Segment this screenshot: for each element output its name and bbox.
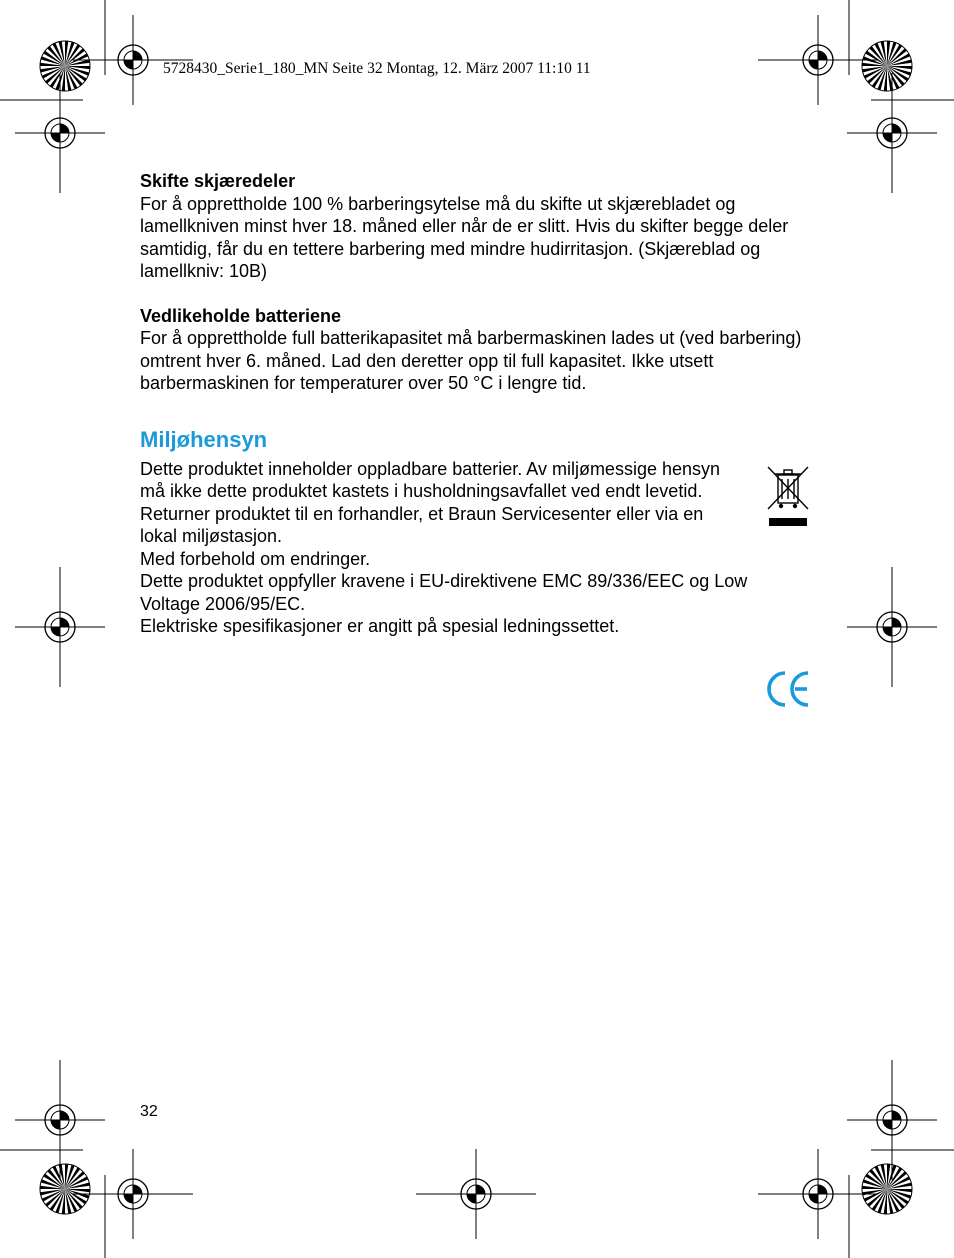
registration-target — [15, 567, 105, 687]
starburst-mark — [40, 41, 90, 91]
electrical-spec-note: Elektriske spesifikasjoner er angitt på spesial ledningssettet. — [140, 616, 620, 636]
section-body-replace: For å opprettholde 100 % barberingsytelse må du skifte ut skjærebladet og lamellkniven minst hver 18. måned eller når de er slitt. Hvis du skifter begge deler samtidig, får du en tettere barbering med mindre hudirritasjon. (Skjæreblad og lamellkniv: 10B) — [140, 193, 789, 281]
section-title-replace: Skifte skjæredeler — [140, 171, 296, 191]
registration-target — [73, 1149, 193, 1239]
section-replace-parts — [140, 170, 820, 283]
page-number: 32 — [140, 1103, 158, 1120]
print-header-line: 5728430_Serie1_180_MN Seite 32 Montag, 12. März 2007 11:10 11 — [163, 60, 591, 77]
section-title-battery: Vedlikeholde batteriene — [140, 305, 342, 326]
registration-target — [758, 1149, 878, 1239]
section-battery — [140, 305, 820, 395]
starburst-mark — [862, 41, 912, 91]
registration-target — [847, 1060, 937, 1180]
registration-target — [758, 15, 878, 105]
environment-body: Dette produktet inneholder oppladbare batterier. Av miljømessige hensyn må ikke dette produktet kastets i husholdningsavfallet ved endt levetid. Returner produktet til en forhandler, et Braun Servicesenter eller via en lokal miljøstasjon. — [140, 458, 721, 546]
reservation-note: Med forbehold om endringer. — [140, 548, 371, 569]
environment-heading: Miljøhensyn — [140, 426, 268, 452]
starburst-mark — [40, 1164, 90, 1214]
section-body-battery: For å opprettholde full batterikapasitet må barbermaskinen lades ut (ved barbering) omtrent hver 6. måned. Lad den deretter opp til full kapasitet. Ikke utsett barbermaskinen for temperaturer over 50 °C i lengre tid. — [140, 328, 802, 393]
registration-target — [847, 567, 937, 687]
eu-directive-text: Dette produktet oppfyller kravene i EU-direktivene EMC 89/336/EEC og Low Voltage 2006/95/EC. — [140, 571, 748, 614]
starburst-mark — [862, 1164, 912, 1214]
registration-target — [15, 1060, 105, 1180]
registration-target — [416, 1149, 536, 1239]
ce-mark-icon — [766, 669, 812, 709]
page-content — [140, 170, 820, 638]
weee-crossed-bin-icon — [764, 465, 812, 529]
